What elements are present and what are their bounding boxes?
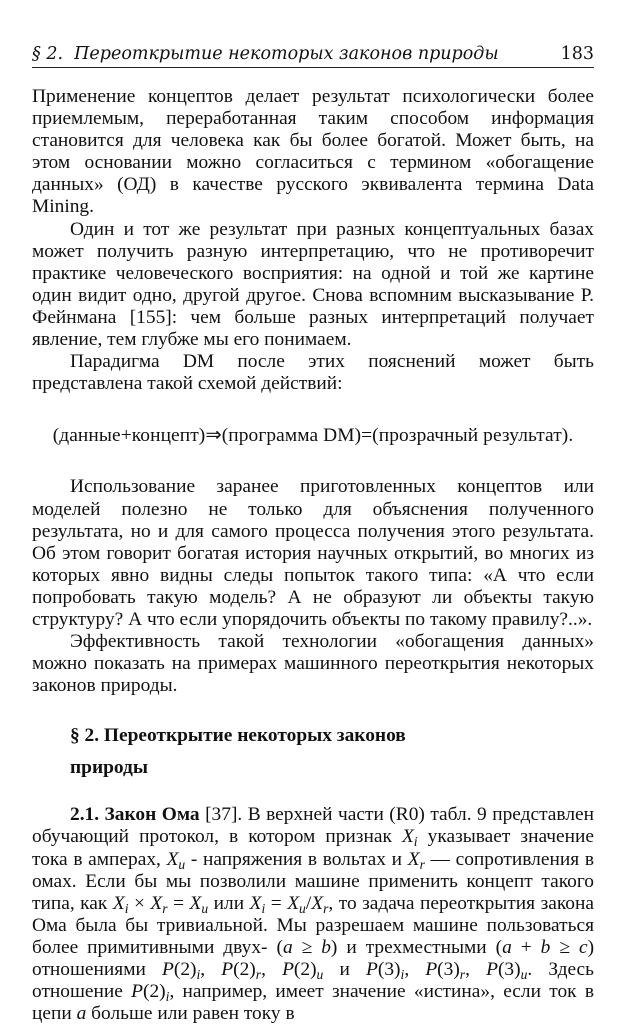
section-heading (32, 720, 594, 784)
paragraph: Эффективность такой технологии «обогащения данных» можно показать на примерах машинного переоткрытия некоторых законов природы. (32, 631, 594, 697)
subsection-paragraph: 2.1. Закон Ома [37]. В верхней части (R0) табл. 9 представлен обучающий протокол, в котором признак $X_i$ указывает значение тока в амперах, $X_u$ - напряжения в вольтах и $X_r$ — сопротивления в омах. Если бы мы позволили машине применить концепт такого типа, как $X_i \times X_r = X_u$ или $X_i = X_u/X_r$, то задача переоткрытия закона Ома была бы тривиальной. Мы разрешаем машине пользоваться более примитивными двух- (a ≥ b) и трехместными (a + b ≥ c) отношениями $P(2)_i$, $P(2)_r$, $P(2)_u$ и $P(3)_i$, $P(3)_r$, $P(3)_u$. Здесь отношение $P(2)_i$, например, имеет значение «истина», если ток в цепи a больше или равен току в (32, 804, 595, 1025)
header-rule (32, 67, 594, 68)
running-header (32, 44, 594, 64)
subsection-heading: 2.1. Закон Ома (70, 804, 200, 826)
paradigm-formula: (данные+концепт)⇒(программа DM)=(прозрачный результат). (52, 425, 574, 447)
section-heading-line: § 2. Переоткрытие некоторых законов (70, 725, 406, 747)
page-body (32, 86, 594, 1025)
paragraph: Один и тот же результат при разных концептуальных базах может получить разную интерпретацию, что не противоречит практике человеческого восприятия: на одной и той же картине один видит одно, другой другое. Снова вспомним высказывание Р. Фейнмана [155]: чем больше разных интерпретаций получает явление, тем глубже мы его понимаем. (32, 218, 594, 351)
page-number: 183 (560, 44, 594, 64)
citation: [37]. (205, 804, 243, 826)
header-section-label: § 2. (32, 44, 64, 64)
paragraph: Парадигма DM после этих пояснений может быть представлена такой схемой действий: (32, 351, 594, 395)
section-heading-line: природы (70, 757, 148, 779)
paragraph: Применение концептов делает результат психологически более приемлемым, переработанная таким способом информация становится для человека как бы более богатой. Может быть, на этом основании можно согласиться с термином «обогащение данных» (ОД) в качестве русского эквивалента термина Data Mining. (32, 86, 594, 218)
header-title: Переоткрытие некоторых законов природы (74, 44, 499, 64)
paragraph: Использование заранее приготовленных концептов или моделей полезно не только для объяснения полученного результата, но и для самого процесса получения этого результата. Об этом говорит богатая история научных открытий, во многих из которых явно видны следы попыток такого типа: «А что если попробовать такую модель? А не образуют ли объекты такую структуру? А что если упорядочить объекты по такому правилу?..». (32, 476, 594, 630)
